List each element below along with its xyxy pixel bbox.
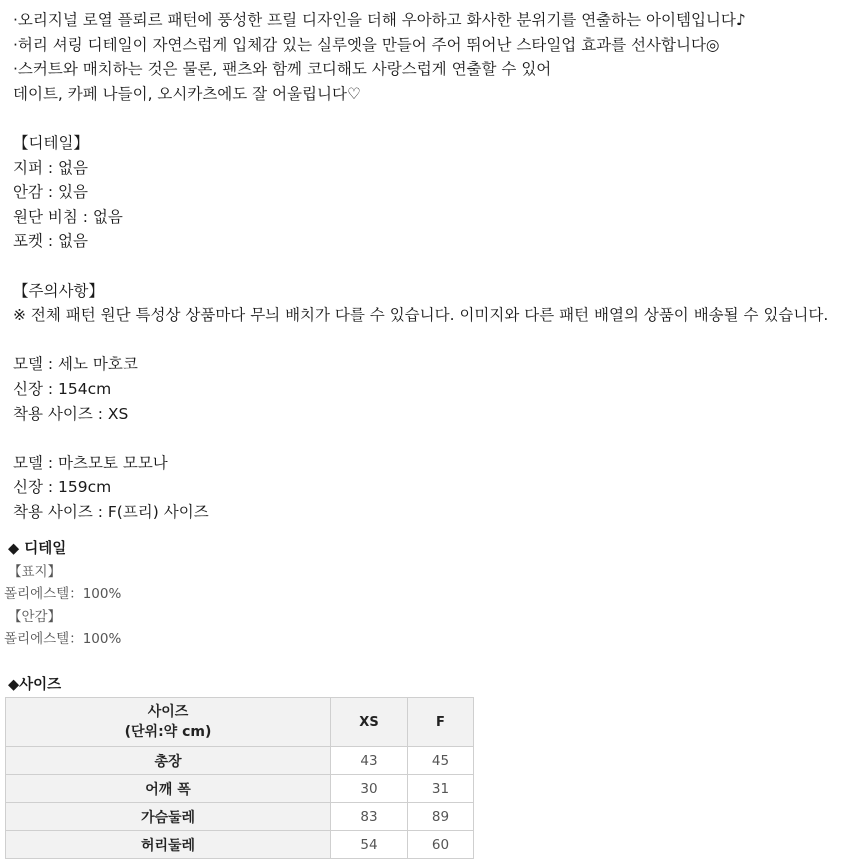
- spacer: [13, 254, 849, 279]
- size-table: [5, 697, 474, 859]
- detail-title: 【디테일】: [13, 133, 89, 152]
- table-row: [6, 803, 474, 831]
- table-row: [6, 747, 474, 775]
- model2-size: 착용 사이즈 : F(프리) 사이즈: [13, 502, 209, 521]
- description-line: ·허리 셔링 디테일이 자연스럽게 입체감 있는 실루엣을 만들어 주어 뛰어난 스타일업 효과를 선사합니다◎: [13, 35, 720, 54]
- outer-fabric-value: 폴리에스텔：100%: [4, 586, 122, 602]
- size-header-label: [6, 698, 331, 747]
- detail-see-through: 원단 비침 : 없음: [13, 207, 123, 226]
- cell-length-f: 45: [408, 747, 474, 775]
- model2-name: 모델 : 마츠모토 모모나: [13, 453, 168, 472]
- spacer: [13, 106, 849, 131]
- table-row: [6, 775, 474, 803]
- size-header-line2: (단위:약 cm): [124, 724, 212, 740]
- cell-shoulder-f: 31: [408, 775, 474, 803]
- size-column-xs: XS: [331, 698, 408, 747]
- size-column-f: F: [408, 698, 474, 747]
- spacer: [13, 426, 849, 451]
- material-spec: [4, 538, 484, 651]
- detail-pocket: 포켓 : 없음: [13, 232, 88, 251]
- spacer: [13, 328, 849, 353]
- description-line: ·스커트와 매치하는 것은 물론, 팬츠와 함께 코디해도 사랑스럽게 연출할 수 있어: [13, 60, 552, 79]
- detail-lining: 안감 : 있음: [13, 183, 88, 202]
- cell-waist-xs: 54: [331, 831, 408, 859]
- row-label-waist: 허리둘레: [6, 831, 331, 859]
- description-line: 데이트, 카페 나들이, 오시카츠에도 잘 어울립니다♡: [13, 84, 361, 103]
- row-label-shoulder: 어깨 폭: [6, 775, 331, 803]
- size-table-header-row: [6, 698, 474, 747]
- model2-height: 신장 : 159cm: [13, 478, 112, 497]
- model1-name: 모델 : 세노 마호코: [13, 355, 138, 374]
- product-description: [13, 8, 849, 524]
- cell-shoulder-xs: 30: [331, 775, 408, 803]
- notice-text: ※ 전체 패턴 원단 특성상 상품마다 무늬 배치가 다를 수 있습니다. 이미지와 다른 패턴 배열의 상품이 배송될 수 있습니다.: [13, 306, 829, 325]
- outer-fabric-label: 【표지】: [8, 564, 62, 580]
- cell-waist-f: 60: [408, 831, 474, 859]
- cell-bust-xs: 83: [331, 803, 408, 831]
- detail-zipper: 지퍼 : 없음: [13, 158, 88, 177]
- size-heading: ◆사이즈: [8, 677, 62, 693]
- row-label-bust: 가슴둘레: [6, 803, 331, 831]
- size-header-line1: 사이즈: [147, 704, 189, 720]
- model1-size: 착용 사이즈 : XS: [13, 404, 129, 423]
- cell-bust-f: 89: [408, 803, 474, 831]
- spec-heading: ◆ 디테일: [8, 541, 67, 557]
- notice-title: 【주의사항】: [13, 281, 104, 300]
- description-line: ·오리지널 로열 플뢰르 패턴에 풍성한 프릴 디자인을 더해 우아하고 화사한 분위기를 연출하는 아이템입니다♪: [13, 11, 746, 29]
- model1-height: 신장 : 154cm: [13, 379, 112, 398]
- lining-fabric-value: 폴리에스텔：100%: [4, 631, 122, 647]
- lining-fabric-label: 【안감】: [8, 609, 62, 625]
- cell-length-xs: 43: [331, 747, 408, 775]
- row-label-length: 총장: [6, 747, 331, 775]
- table-row: [6, 831, 474, 859]
